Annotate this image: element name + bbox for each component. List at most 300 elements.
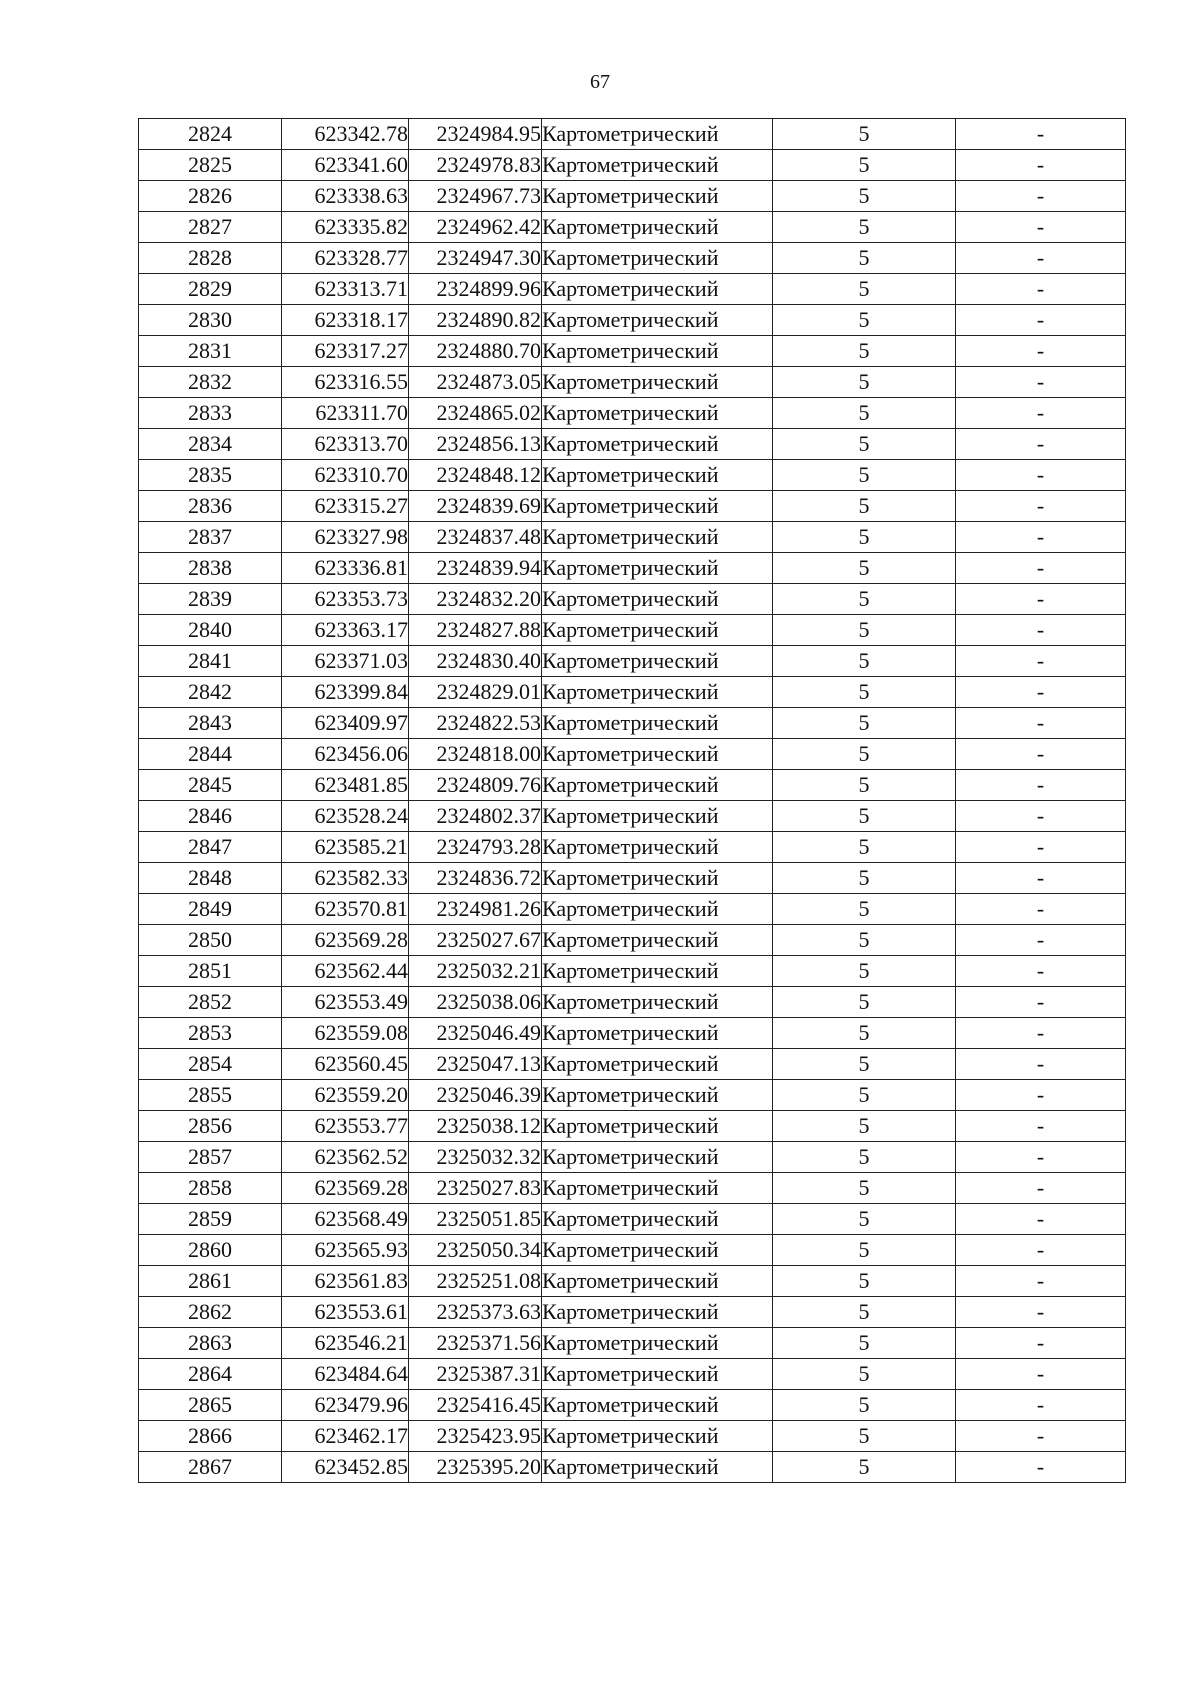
table-row: [139, 739, 1126, 770]
x-coordinate-cell: 623335.82: [282, 212, 409, 243]
point-number-cell: 2860: [139, 1235, 282, 1266]
method-cell: Картометрический: [542, 1173, 773, 1204]
accuracy-cell: 5: [773, 367, 956, 398]
note-cell: -: [956, 429, 1126, 460]
table-row: [139, 243, 1126, 274]
method-cell: Картометрический: [542, 1452, 773, 1483]
method-cell: Картометрический: [542, 615, 773, 646]
note-cell: -: [956, 460, 1126, 491]
x-coordinate-cell: 623481.85: [282, 770, 409, 801]
method-cell: Картометрический: [542, 832, 773, 863]
x-coordinate-cell: 623313.71: [282, 274, 409, 305]
y-coordinate-cell: 2325046.49: [409, 1018, 542, 1049]
y-coordinate-cell: 2325027.83: [409, 1173, 542, 1204]
accuracy-cell: 5: [773, 398, 956, 429]
method-cell: Картометрический: [542, 460, 773, 491]
x-coordinate-cell: 623313.70: [282, 429, 409, 460]
y-coordinate-cell: 2324793.28: [409, 832, 542, 863]
note-cell: -: [956, 925, 1126, 956]
y-coordinate-cell: 2324839.94: [409, 553, 542, 584]
accuracy-cell: 5: [773, 584, 956, 615]
point-number-cell: 2826: [139, 181, 282, 212]
method-cell: Картометрический: [542, 1111, 773, 1142]
x-coordinate-cell: 623328.77: [282, 243, 409, 274]
y-coordinate-cell: 2324830.40: [409, 646, 542, 677]
method-cell: Картометрический: [542, 584, 773, 615]
point-number-cell: 2865: [139, 1390, 282, 1421]
accuracy-cell: 5: [773, 1173, 956, 1204]
coordinates-table: [138, 118, 1126, 1483]
x-coordinate-cell: 623562.44: [282, 956, 409, 987]
note-cell: -: [956, 739, 1126, 770]
point-number-cell: 2839: [139, 584, 282, 615]
y-coordinate-cell: 2325416.45: [409, 1390, 542, 1421]
x-coordinate-cell: 623559.08: [282, 1018, 409, 1049]
accuracy-cell: 5: [773, 1049, 956, 1080]
method-cell: Картометрический: [542, 1235, 773, 1266]
y-coordinate-cell: 2325050.34: [409, 1235, 542, 1266]
x-coordinate-cell: 623560.45: [282, 1049, 409, 1080]
table-row: [139, 1421, 1126, 1452]
y-coordinate-cell: 2325051.85: [409, 1204, 542, 1235]
table-row: [139, 1018, 1126, 1049]
accuracy-cell: 5: [773, 1390, 956, 1421]
x-coordinate-cell: 623553.77: [282, 1111, 409, 1142]
table-row: [139, 429, 1126, 460]
y-coordinate-cell: 2324809.76: [409, 770, 542, 801]
method-cell: Картометрический: [542, 708, 773, 739]
method-cell: Картометрический: [542, 1018, 773, 1049]
y-coordinate-cell: 2324978.83: [409, 150, 542, 181]
y-coordinate-cell: 2325371.56: [409, 1328, 542, 1359]
table-row: [139, 584, 1126, 615]
note-cell: -: [956, 894, 1126, 925]
note-cell: -: [956, 367, 1126, 398]
point-number-cell: 2829: [139, 274, 282, 305]
accuracy-cell: 5: [773, 1142, 956, 1173]
note-cell: -: [956, 770, 1126, 801]
x-coordinate-cell: 623341.60: [282, 150, 409, 181]
x-coordinate-cell: 623371.03: [282, 646, 409, 677]
x-coordinate-cell: 623569.28: [282, 1173, 409, 1204]
accuracy-cell: 5: [773, 553, 956, 584]
table-row: [139, 708, 1126, 739]
y-coordinate-cell: 2324848.12: [409, 460, 542, 491]
y-coordinate-cell: 2325032.21: [409, 956, 542, 987]
accuracy-cell: 5: [773, 1018, 956, 1049]
note-cell: -: [956, 708, 1126, 739]
method-cell: Картометрический: [542, 150, 773, 181]
x-coordinate-cell: 623546.21: [282, 1328, 409, 1359]
x-coordinate-cell: 623462.17: [282, 1421, 409, 1452]
accuracy-cell: 5: [773, 491, 956, 522]
note-cell: -: [956, 1452, 1126, 1483]
accuracy-cell: 5: [773, 1297, 956, 1328]
table-row: [139, 987, 1126, 1018]
method-cell: Картометрический: [542, 243, 773, 274]
accuracy-cell: 5: [773, 739, 956, 770]
note-cell: -: [956, 1111, 1126, 1142]
x-coordinate-cell: 623565.93: [282, 1235, 409, 1266]
note-cell: -: [956, 274, 1126, 305]
point-number-cell: 2862: [139, 1297, 282, 1328]
accuracy-cell: 5: [773, 1359, 956, 1390]
point-number-cell: 2838: [139, 553, 282, 584]
note-cell: -: [956, 398, 1126, 429]
table-row: [139, 770, 1126, 801]
note-cell: -: [956, 1359, 1126, 1390]
x-coordinate-cell: 623569.28: [282, 925, 409, 956]
x-coordinate-cell: 623585.21: [282, 832, 409, 863]
point-number-cell: 2832: [139, 367, 282, 398]
point-number-cell: 2857: [139, 1142, 282, 1173]
table-row: [139, 212, 1126, 243]
point-number-cell: 2864: [139, 1359, 282, 1390]
method-cell: Картометрический: [542, 522, 773, 553]
y-coordinate-cell: 2324856.13: [409, 429, 542, 460]
table-row: [139, 274, 1126, 305]
note-cell: -: [956, 801, 1126, 832]
x-coordinate-cell: 623409.97: [282, 708, 409, 739]
table-row: [139, 1297, 1126, 1328]
method-cell: Картометрический: [542, 1204, 773, 1235]
y-coordinate-cell: 2324880.70: [409, 336, 542, 367]
accuracy-cell: 5: [773, 1421, 956, 1452]
x-coordinate-cell: 623553.49: [282, 987, 409, 1018]
note-cell: -: [956, 1204, 1126, 1235]
point-number-cell: 2866: [139, 1421, 282, 1452]
accuracy-cell: 5: [773, 305, 956, 336]
y-coordinate-cell: 2324865.02: [409, 398, 542, 429]
method-cell: Картометрический: [542, 801, 773, 832]
point-number-cell: 2830: [139, 305, 282, 336]
note-cell: -: [956, 1142, 1126, 1173]
y-coordinate-cell: 2324967.73: [409, 181, 542, 212]
note-cell: -: [956, 553, 1126, 584]
note-cell: -: [956, 1390, 1126, 1421]
point-number-cell: 2841: [139, 646, 282, 677]
x-coordinate-cell: 623582.33: [282, 863, 409, 894]
point-number-cell: 2824: [139, 119, 282, 150]
y-coordinate-cell: 2325046.39: [409, 1080, 542, 1111]
table-row: [139, 646, 1126, 677]
point-number-cell: 2849: [139, 894, 282, 925]
y-coordinate-cell: 2325047.13: [409, 1049, 542, 1080]
accuracy-cell: 5: [773, 863, 956, 894]
note-cell: -: [956, 863, 1126, 894]
point-number-cell: 2843: [139, 708, 282, 739]
y-coordinate-cell: 2325038.06: [409, 987, 542, 1018]
y-coordinate-cell: 2324836.72: [409, 863, 542, 894]
method-cell: Картометрический: [542, 305, 773, 336]
accuracy-cell: 5: [773, 522, 956, 553]
note-cell: -: [956, 956, 1126, 987]
y-coordinate-cell: 2324947.30: [409, 243, 542, 274]
method-cell: Картометрический: [542, 274, 773, 305]
table-row: [139, 1111, 1126, 1142]
method-cell: Картометрический: [542, 1390, 773, 1421]
note-cell: -: [956, 522, 1126, 553]
point-number-cell: 2833: [139, 398, 282, 429]
point-number-cell: 2827: [139, 212, 282, 243]
accuracy-cell: 5: [773, 429, 956, 460]
table-row: [139, 1080, 1126, 1111]
table-row: [139, 925, 1126, 956]
table-row: [139, 398, 1126, 429]
method-cell: Картометрический: [542, 987, 773, 1018]
point-number-cell: 2847: [139, 832, 282, 863]
x-coordinate-cell: 623452.85: [282, 1452, 409, 1483]
x-coordinate-cell: 623338.63: [282, 181, 409, 212]
y-coordinate-cell: 2324984.95: [409, 119, 542, 150]
x-coordinate-cell: 623336.81: [282, 553, 409, 584]
table-row: [139, 336, 1126, 367]
x-coordinate-cell: 623311.70: [282, 398, 409, 429]
note-cell: -: [956, 987, 1126, 1018]
method-cell: Картометрический: [542, 894, 773, 925]
x-coordinate-cell: 623399.84: [282, 677, 409, 708]
table-row: [139, 1328, 1126, 1359]
point-number-cell: 2825: [139, 150, 282, 181]
table-row: [139, 553, 1126, 584]
x-coordinate-cell: 623327.98: [282, 522, 409, 553]
note-cell: -: [956, 336, 1126, 367]
note-cell: -: [956, 212, 1126, 243]
x-coordinate-cell: 623479.96: [282, 1390, 409, 1421]
note-cell: -: [956, 305, 1126, 336]
accuracy-cell: 5: [773, 181, 956, 212]
method-cell: Картометрический: [542, 491, 773, 522]
table-row: [139, 305, 1126, 336]
table-row: [139, 1235, 1126, 1266]
y-coordinate-cell: 2324981.26: [409, 894, 542, 925]
x-coordinate-cell: 623342.78: [282, 119, 409, 150]
note-cell: -: [956, 243, 1126, 274]
table-row: [139, 1266, 1126, 1297]
table-row: [139, 1452, 1126, 1483]
y-coordinate-cell: 2324839.69: [409, 491, 542, 522]
accuracy-cell: 5: [773, 1080, 956, 1111]
note-cell: -: [956, 119, 1126, 150]
table-row: [139, 1142, 1126, 1173]
table-row: [139, 677, 1126, 708]
page-number: 67: [590, 71, 610, 93]
point-number-cell: 2836: [139, 491, 282, 522]
y-coordinate-cell: 2325038.12: [409, 1111, 542, 1142]
note-cell: -: [956, 677, 1126, 708]
point-number-cell: 2851: [139, 956, 282, 987]
x-coordinate-cell: 623561.83: [282, 1266, 409, 1297]
note-cell: -: [956, 150, 1126, 181]
method-cell: Картометрический: [542, 1142, 773, 1173]
method-cell: Картометрический: [542, 1421, 773, 1452]
accuracy-cell: 5: [773, 1204, 956, 1235]
y-coordinate-cell: 2324818.00: [409, 739, 542, 770]
accuracy-cell: 5: [773, 708, 956, 739]
x-coordinate-cell: 623316.55: [282, 367, 409, 398]
table-row: [139, 894, 1126, 925]
table-row: [139, 801, 1126, 832]
table-row: [139, 956, 1126, 987]
point-number-cell: 2859: [139, 1204, 282, 1235]
table-row: [139, 832, 1126, 863]
table-row: [139, 1049, 1126, 1080]
point-number-cell: 2848: [139, 863, 282, 894]
accuracy-cell: 5: [773, 1235, 956, 1266]
accuracy-cell: 5: [773, 119, 956, 150]
method-cell: Картометрический: [542, 863, 773, 894]
method-cell: Картометрический: [542, 925, 773, 956]
point-number-cell: 2854: [139, 1049, 282, 1080]
accuracy-cell: 5: [773, 770, 956, 801]
y-coordinate-cell: 2324962.42: [409, 212, 542, 243]
table-row: [139, 522, 1126, 553]
note-cell: -: [956, 1049, 1126, 1080]
x-coordinate-cell: 623568.49: [282, 1204, 409, 1235]
point-number-cell: 2863: [139, 1328, 282, 1359]
method-cell: Картометрический: [542, 1080, 773, 1111]
method-cell: Картометрический: [542, 429, 773, 460]
y-coordinate-cell: 2325027.67: [409, 925, 542, 956]
accuracy-cell: 5: [773, 832, 956, 863]
method-cell: Картометрический: [542, 398, 773, 429]
point-number-cell: 2840: [139, 615, 282, 646]
method-cell: Картометрический: [542, 1328, 773, 1359]
x-coordinate-cell: 623528.24: [282, 801, 409, 832]
method-cell: Картометрический: [542, 367, 773, 398]
method-cell: Картометрический: [542, 1297, 773, 1328]
note-cell: -: [956, 1266, 1126, 1297]
table-row: [139, 615, 1126, 646]
point-number-cell: 2842: [139, 677, 282, 708]
note-cell: -: [956, 1297, 1126, 1328]
y-coordinate-cell: 2324827.88: [409, 615, 542, 646]
x-coordinate-cell: 623559.20: [282, 1080, 409, 1111]
method-cell: Картометрический: [542, 119, 773, 150]
table-row: [139, 491, 1126, 522]
table-row: [139, 150, 1126, 181]
table-row: [139, 1359, 1126, 1390]
x-coordinate-cell: 623353.73: [282, 584, 409, 615]
accuracy-cell: 5: [773, 1328, 956, 1359]
accuracy-cell: 5: [773, 243, 956, 274]
accuracy-cell: 5: [773, 212, 956, 243]
point-number-cell: 2831: [139, 336, 282, 367]
table-row: [139, 1204, 1126, 1235]
y-coordinate-cell: 2325423.95: [409, 1421, 542, 1452]
note-cell: -: [956, 832, 1126, 863]
y-coordinate-cell: 2324829.01: [409, 677, 542, 708]
table-row: [139, 1173, 1126, 1204]
accuracy-cell: 5: [773, 987, 956, 1018]
note-cell: -: [956, 181, 1126, 212]
x-coordinate-cell: 623484.64: [282, 1359, 409, 1390]
point-number-cell: 2837: [139, 522, 282, 553]
accuracy-cell: 5: [773, 460, 956, 491]
method-cell: Картометрический: [542, 956, 773, 987]
accuracy-cell: 5: [773, 1111, 956, 1142]
accuracy-cell: 5: [773, 646, 956, 677]
point-number-cell: 2850: [139, 925, 282, 956]
note-cell: -: [956, 1235, 1126, 1266]
note-cell: -: [956, 491, 1126, 522]
method-cell: Картометрический: [542, 1266, 773, 1297]
y-coordinate-cell: 2325387.31: [409, 1359, 542, 1390]
point-number-cell: 2867: [139, 1452, 282, 1483]
y-coordinate-cell: 2324890.82: [409, 305, 542, 336]
accuracy-cell: 5: [773, 894, 956, 925]
note-cell: -: [956, 615, 1126, 646]
point-number-cell: 2855: [139, 1080, 282, 1111]
accuracy-cell: 5: [773, 1266, 956, 1297]
point-number-cell: 2858: [139, 1173, 282, 1204]
table-row: [139, 181, 1126, 212]
accuracy-cell: 5: [773, 956, 956, 987]
table-row: [139, 863, 1126, 894]
point-number-cell: 2846: [139, 801, 282, 832]
x-coordinate-cell: 623310.70: [282, 460, 409, 491]
table-row: [139, 367, 1126, 398]
method-cell: Картометрический: [542, 1049, 773, 1080]
x-coordinate-cell: 623570.81: [282, 894, 409, 925]
accuracy-cell: 5: [773, 336, 956, 367]
point-number-cell: 2828: [139, 243, 282, 274]
x-coordinate-cell: 623318.17: [282, 305, 409, 336]
note-cell: -: [956, 646, 1126, 677]
note-cell: -: [956, 1018, 1126, 1049]
x-coordinate-cell: 623562.52: [282, 1142, 409, 1173]
method-cell: Картометрический: [542, 181, 773, 212]
coordinates-table-body: [139, 119, 1126, 1483]
accuracy-cell: 5: [773, 925, 956, 956]
point-number-cell: 2834: [139, 429, 282, 460]
note-cell: -: [956, 1080, 1126, 1111]
method-cell: Картометрический: [542, 770, 773, 801]
point-number-cell: 2856: [139, 1111, 282, 1142]
note-cell: -: [956, 1328, 1126, 1359]
y-coordinate-cell: 2325373.63: [409, 1297, 542, 1328]
x-coordinate-cell: 623456.06: [282, 739, 409, 770]
table-row: [139, 1390, 1126, 1421]
method-cell: Картометрический: [542, 212, 773, 243]
method-cell: Картометрический: [542, 646, 773, 677]
y-coordinate-cell: 2325032.32: [409, 1142, 542, 1173]
point-number-cell: 2861: [139, 1266, 282, 1297]
x-coordinate-cell: 623553.61: [282, 1297, 409, 1328]
y-coordinate-cell: 2324873.05: [409, 367, 542, 398]
note-cell: -: [956, 1173, 1126, 1204]
point-number-cell: 2835: [139, 460, 282, 491]
y-coordinate-cell: 2324802.37: [409, 801, 542, 832]
note-cell: -: [956, 584, 1126, 615]
method-cell: Картометрический: [542, 1359, 773, 1390]
y-coordinate-cell: 2324822.53: [409, 708, 542, 739]
method-cell: Картометрический: [542, 553, 773, 584]
point-number-cell: 2845: [139, 770, 282, 801]
method-cell: Картометрический: [542, 336, 773, 367]
point-number-cell: 2852: [139, 987, 282, 1018]
accuracy-cell: 5: [773, 801, 956, 832]
y-coordinate-cell: 2324899.96: [409, 274, 542, 305]
point-number-cell: 2853: [139, 1018, 282, 1049]
accuracy-cell: 5: [773, 150, 956, 181]
y-coordinate-cell: 2325395.20: [409, 1452, 542, 1483]
x-coordinate-cell: 623317.27: [282, 336, 409, 367]
x-coordinate-cell: 623315.27: [282, 491, 409, 522]
y-coordinate-cell: 2324832.20: [409, 584, 542, 615]
method-cell: Картометрический: [542, 677, 773, 708]
accuracy-cell: 5: [773, 677, 956, 708]
